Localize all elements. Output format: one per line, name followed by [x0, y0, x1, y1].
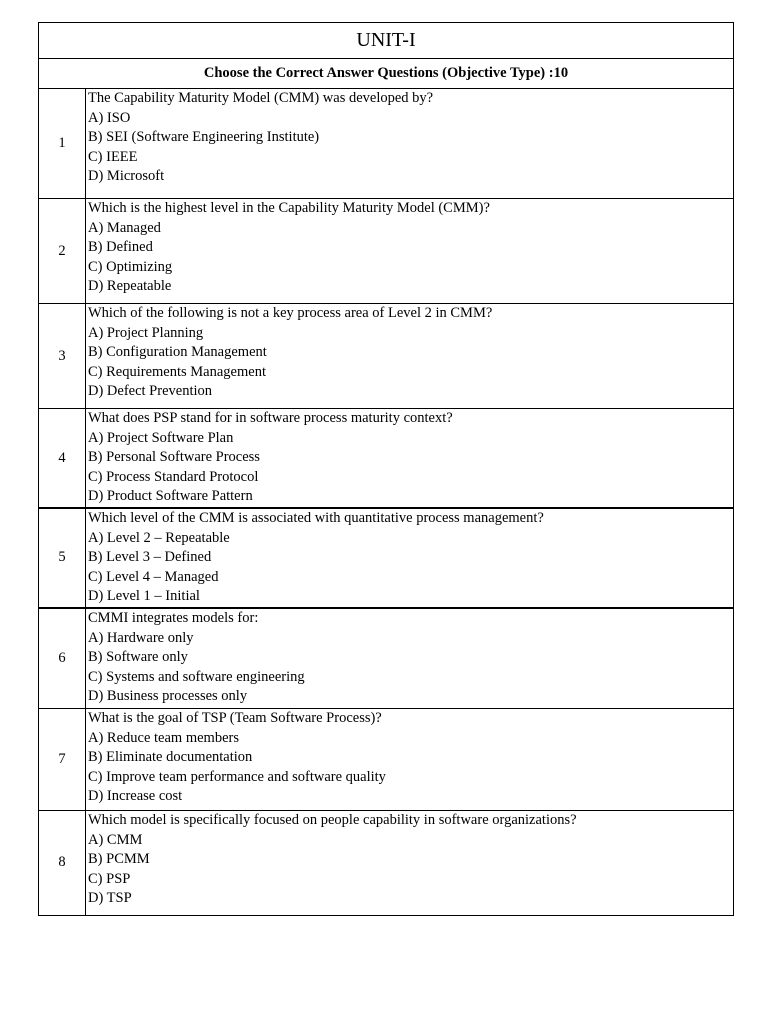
question-number: 2 [39, 199, 86, 304]
question-row-6 [39, 608, 734, 709]
option-d: D) Increase cost [88, 788, 183, 805]
question-cell [86, 708, 734, 810]
option-d: D) Microsoft [88, 168, 165, 185]
option-a: A) Hardware only [88, 629, 194, 646]
option-b: B) Configuration Management [88, 344, 267, 361]
question-row-1 [39, 89, 734, 199]
instruction-row [39, 59, 734, 89]
question-number: 3 [39, 304, 86, 409]
option-d: D) Defect Prevention [88, 383, 213, 400]
option-b: B) Defined [88, 239, 153, 256]
option-a: A) Reduce team members [88, 729, 239, 746]
question-number: 7 [39, 708, 86, 810]
question-row-2 [39, 199, 734, 304]
question-cell [86, 304, 734, 409]
instruction-heading: Choose the Correct Answer Questions (Objective Type) :10 [39, 59, 734, 89]
question-cell [86, 409, 734, 509]
question-number: 8 [39, 810, 86, 915]
option-a: A) Managed [88, 219, 161, 236]
option-c: C) Optimizing [88, 258, 173, 275]
unit-title-row [39, 23, 734, 59]
question-text: Which of the following is not a key process area of Level 2 in CMM? [88, 305, 493, 321]
question-number: 4 [39, 409, 86, 509]
option-a: A) Level 2 – Repeatable [88, 529, 230, 546]
option-a: A) CMM [88, 831, 143, 848]
option-d: D) Business processes only [88, 688, 248, 705]
option-b: B) SEI (Software Engineering Institute) [88, 129, 320, 146]
option-b: B) Eliminate documentation [88, 749, 253, 766]
option-a: A) ISO [88, 109, 131, 126]
option-c: C) Requirements Management [88, 363, 266, 380]
option-d: D) TSP [88, 890, 132, 907]
option-c: C) Level 4 – Managed [88, 568, 219, 585]
question-cell [86, 508, 734, 608]
question-number: 1 [39, 89, 86, 199]
option-c: C) Systems and software engineering [88, 668, 305, 685]
option-d: D) Level 1 – Initial [88, 588, 200, 605]
option-b: B) Personal Software Process [88, 449, 260, 466]
question-row-8 [39, 810, 734, 915]
option-d: D) Product Software Pattern [88, 488, 253, 505]
option-c: C) Process Standard Protocol [88, 468, 259, 485]
option-d: D) Repeatable [88, 278, 172, 295]
unit-title: UNIT-I [39, 23, 734, 59]
option-b: B) Software only [88, 649, 188, 666]
question-text: CMMI integrates models for: [88, 609, 259, 626]
question-row-7 [39, 708, 734, 810]
question-number: 6 [39, 608, 86, 709]
question-text: What does PSP stand for in software process maturity context? [88, 410, 453, 426]
option-a: A) Project Software Plan [88, 429, 234, 446]
question-text: What is the goal of TSP (Team Software Process)? [88, 709, 382, 726]
question-table [38, 22, 734, 916]
option-c: C) Improve team performance and software quality [88, 768, 386, 785]
question-text: Which level of the CMM is associated with quantitative process management? [88, 510, 544, 526]
question-cell [86, 608, 734, 709]
question-row-5 [39, 508, 734, 608]
question-text: The Capability Maturity Model (CMM) was developed by? [88, 90, 434, 106]
option-a: A) Project Planning [88, 324, 204, 341]
option-c: C) IEEE [88, 148, 138, 165]
question-text: Which model is specifically focused on people capability in software organizations? [88, 811, 577, 828]
option-b: B) Level 3 – Defined [88, 549, 212, 566]
question-cell [86, 199, 734, 304]
question-text: Which is the highest level in the Capability Maturity Model (CMM)? [88, 200, 490, 216]
question-row-3 [39, 304, 734, 409]
option-c: C) PSP [88, 870, 131, 887]
question-cell [86, 810, 734, 915]
option-b: B) PCMM [88, 851, 150, 868]
question-cell [86, 89, 734, 199]
question-row-4 [39, 409, 734, 509]
question-number: 5 [39, 508, 86, 608]
